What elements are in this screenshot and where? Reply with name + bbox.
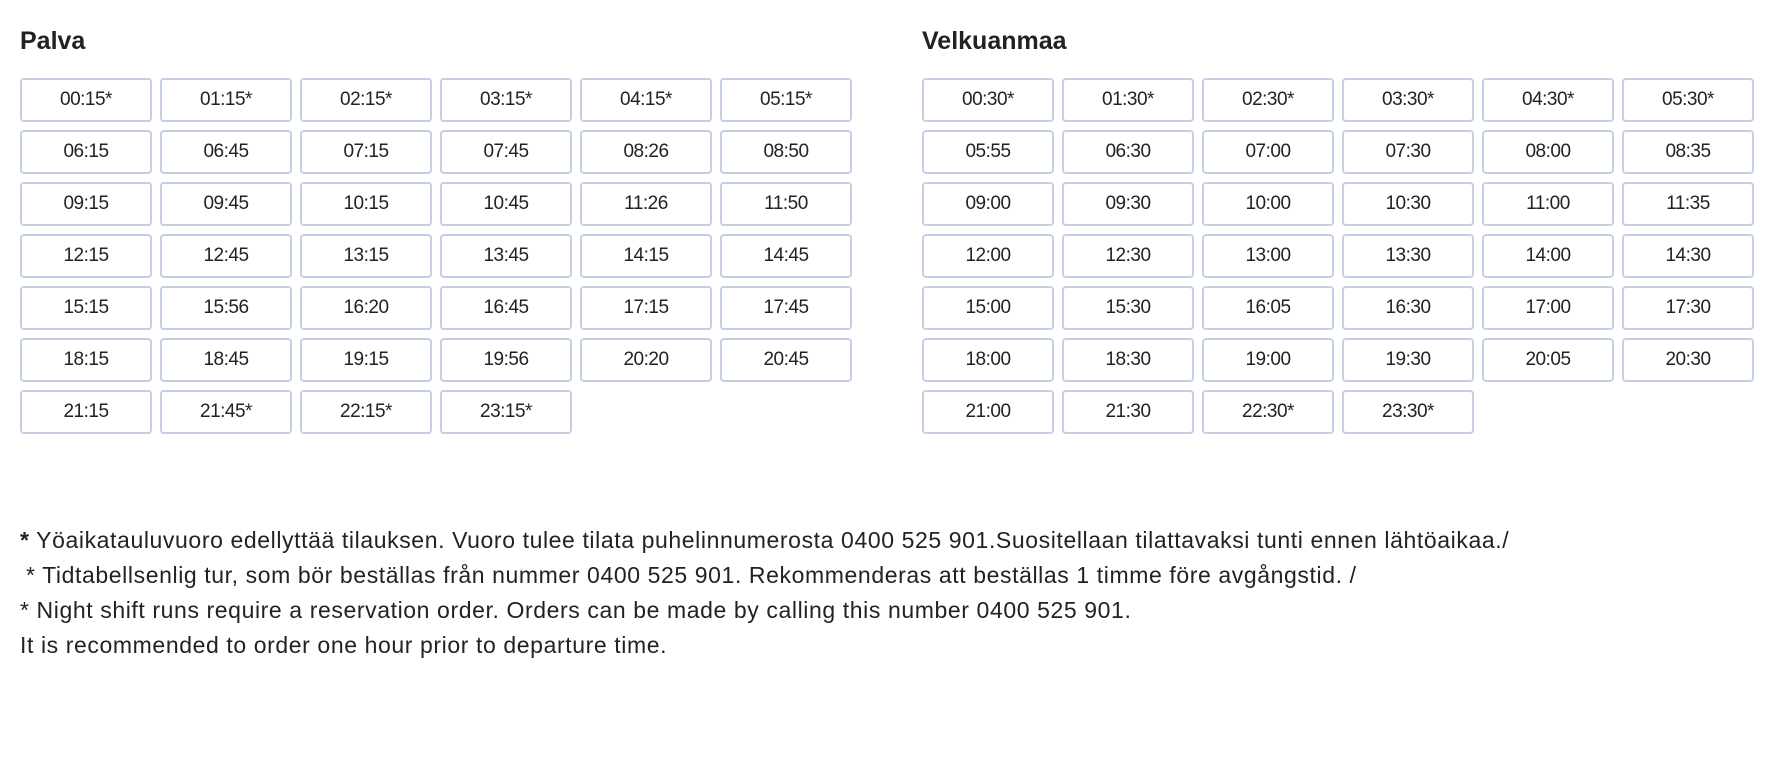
departure-time-button[interactable]: 21:00 xyxy=(922,390,1054,434)
departure-time-button[interactable]: 08:00 xyxy=(1482,130,1614,174)
departure-time-button[interactable]: 13:00 xyxy=(1202,234,1334,278)
note-english-2: It is recommended to order one hour prior to departure time. xyxy=(20,632,668,658)
departure-time-button[interactable]: 18:00 xyxy=(922,338,1054,382)
departure-time-button[interactable]: 20:05 xyxy=(1482,338,1614,382)
departure-time-button[interactable]: 19:15 xyxy=(300,338,432,382)
departure-time-button[interactable]: 10:30 xyxy=(1342,182,1474,226)
departure-time-button[interactable]: 13:30 xyxy=(1342,234,1474,278)
departure-time-button[interactable]: 10:15 xyxy=(300,182,432,226)
departure-time-button[interactable]: 09:45 xyxy=(160,182,292,226)
departure-time-button[interactable]: 05:15* xyxy=(720,78,852,122)
departure-time-button[interactable]: 12:15 xyxy=(20,234,152,278)
departure-time-button[interactable]: 15:30 xyxy=(1062,286,1194,330)
departure-time-button[interactable]: 08:26 xyxy=(580,130,712,174)
departure-time-button[interactable]: 09:30 xyxy=(1062,182,1194,226)
departure-time-button[interactable]: 04:15* xyxy=(580,78,712,122)
time-grid xyxy=(20,78,860,434)
departure-time-button[interactable]: 01:30* xyxy=(1062,78,1194,122)
departure-time-button[interactable]: 13:15 xyxy=(300,234,432,278)
departure-time-button[interactable]: 06:15 xyxy=(20,130,152,174)
schedule-title: Palva xyxy=(20,27,86,55)
note-finnish-text: Yöaikatauluvuoro edellyttää tilauksen. Vuoro tulee tilata puhelinnumerosta 0400 525 901.Suositellaan tilattavaksi tunti ennen lähtöaikaa./ xyxy=(29,527,1510,553)
departure-time-button[interactable]: 07:30 xyxy=(1342,130,1474,174)
departure-time-button[interactable]: 03:30* xyxy=(1342,78,1474,122)
departure-time-button[interactable]: 20:30 xyxy=(1622,338,1754,382)
departure-time-button[interactable]: 19:30 xyxy=(1342,338,1474,382)
departure-time-button[interactable]: 22:15* xyxy=(300,390,432,434)
departure-time-button[interactable]: 15:15 xyxy=(20,286,152,330)
departure-time-button[interactable]: 11:00 xyxy=(1482,182,1614,226)
departure-time-button[interactable]: 14:30 xyxy=(1622,234,1754,278)
departure-time-button[interactable]: 07:15 xyxy=(300,130,432,174)
departure-time-button[interactable]: 16:45 xyxy=(440,286,572,330)
departure-time-button[interactable]: 14:15 xyxy=(580,234,712,278)
departure-time-button[interactable]: 21:15 xyxy=(20,390,152,434)
departure-time-button[interactable]: 11:50 xyxy=(720,182,852,226)
departure-time-button[interactable]: 18:45 xyxy=(160,338,292,382)
departure-time-button[interactable]: 13:45 xyxy=(440,234,572,278)
departure-time-button[interactable]: 15:56 xyxy=(160,286,292,330)
note-star: * xyxy=(20,527,30,553)
departure-time-button[interactable]: 23:30* xyxy=(1342,390,1474,434)
departure-time-button[interactable]: 21:45* xyxy=(160,390,292,434)
departure-time-button[interactable]: 09:00 xyxy=(922,182,1054,226)
departure-time-button[interactable]: 06:45 xyxy=(160,130,292,174)
departure-time-button[interactable]: 20:20 xyxy=(580,338,712,382)
departure-time-button[interactable]: 17:15 xyxy=(580,286,712,330)
departure-time-button[interactable]: 18:15 xyxy=(20,338,152,382)
departure-time-button[interactable]: 21:30 xyxy=(1062,390,1194,434)
departure-time-button[interactable]: 14:00 xyxy=(1482,234,1614,278)
departure-time-button[interactable]: 04:30* xyxy=(1482,78,1614,122)
departure-time-button[interactable]: 18:30 xyxy=(1062,338,1194,382)
departure-time-button[interactable]: 02:15* xyxy=(300,78,432,122)
note-finnish xyxy=(20,523,1740,558)
departure-time-button[interactable]: 19:56 xyxy=(440,338,572,382)
departure-time-button[interactable]: 16:05 xyxy=(1202,286,1334,330)
departure-time-button[interactable]: 01:15* xyxy=(160,78,292,122)
departure-time-button[interactable]: 16:30 xyxy=(1342,286,1474,330)
departure-time-button[interactable]: 11:26 xyxy=(580,182,712,226)
departure-time-button[interactable]: 12:30 xyxy=(1062,234,1194,278)
departure-time-button[interactable]: 10:45 xyxy=(440,182,572,226)
schedule-title: Velkuanmaa xyxy=(922,27,1067,55)
departure-time-button[interactable]: 23:15* xyxy=(440,390,572,434)
schedule-palva xyxy=(20,22,860,434)
departure-time-button[interactable]: 19:00 xyxy=(1202,338,1334,382)
note-swedish: * Tidtabellsenlig tur, som bör beställas från nummer 0400 525 901. Rekommenderas att beställas 1 timme före avgångstid. / xyxy=(26,562,1357,588)
departure-time-button[interactable]: 09:15 xyxy=(20,182,152,226)
departure-time-button[interactable]: 15:00 xyxy=(922,286,1054,330)
departure-time-button[interactable]: 05:30* xyxy=(1622,78,1754,122)
departure-time-button[interactable]: 12:00 xyxy=(922,234,1054,278)
departure-time-button[interactable]: 03:15* xyxy=(440,78,572,122)
departure-time-button[interactable]: 10:00 xyxy=(1202,182,1334,226)
departure-time-button[interactable]: 17:00 xyxy=(1482,286,1614,330)
departure-time-button[interactable]: 07:45 xyxy=(440,130,572,174)
departure-time-button[interactable]: 00:15* xyxy=(20,78,152,122)
departure-time-button[interactable]: 22:30* xyxy=(1202,390,1334,434)
departure-time-button[interactable]: 08:35 xyxy=(1622,130,1754,174)
departure-time-button[interactable]: 20:45 xyxy=(720,338,852,382)
departure-time-button[interactable]: 16:20 xyxy=(300,286,432,330)
time-grid xyxy=(922,78,1762,434)
departure-time-button[interactable]: 00:30* xyxy=(922,78,1054,122)
departure-time-button[interactable]: 07:00 xyxy=(1202,130,1334,174)
departure-time-button[interactable]: 17:30 xyxy=(1622,286,1754,330)
departure-time-button[interactable]: 06:30 xyxy=(1062,130,1194,174)
departure-time-button[interactable]: 02:30* xyxy=(1202,78,1334,122)
reservation-notes xyxy=(20,523,1740,663)
schedule-velkuanmaa xyxy=(922,22,1762,434)
departure-time-button[interactable]: 17:45 xyxy=(720,286,852,330)
departure-time-button[interactable]: 05:55 xyxy=(922,130,1054,174)
departure-time-button[interactable]: 08:50 xyxy=(720,130,852,174)
note-english-1: * Night shift runs require a reservation order. Orders can be made by calling this number 0400 525 901. xyxy=(20,597,1132,623)
departure-time-button[interactable]: 11:35 xyxy=(1622,182,1754,226)
departure-time-button[interactable]: 14:45 xyxy=(720,234,852,278)
departure-time-button[interactable]: 12:45 xyxy=(160,234,292,278)
